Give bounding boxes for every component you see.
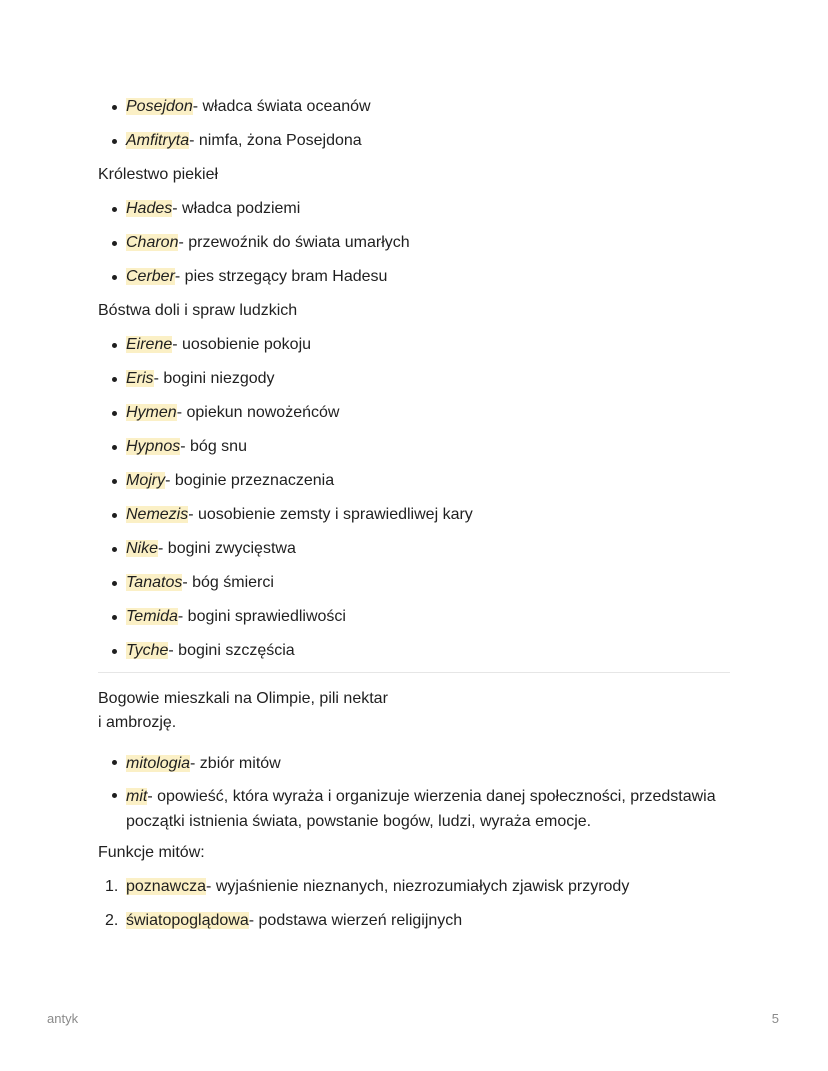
list-item (98, 538, 730, 560)
section-heading-fate: Bóstwa doli i spraw ludzkich (98, 302, 298, 319)
list-item (98, 606, 730, 628)
olympus-paragraph (98, 687, 730, 735)
section-heading-functions: Funkcje mitów: (98, 844, 205, 861)
fate-gods-list (98, 334, 730, 662)
paragraph-line: Bogowie mieszkali na Olimpie, pili nektar (98, 690, 388, 707)
term: światopoglądowa (126, 912, 249, 929)
page-content (98, 96, 730, 944)
term: Tyche (126, 642, 169, 659)
term: Amfitryta (126, 132, 190, 149)
definition: - zbiór mitów (190, 755, 281, 772)
definition: - bogini niezgody (153, 370, 275, 387)
definition: - podstawa wierzeń religijnych (248, 912, 463, 929)
list-number: 1. (105, 878, 119, 895)
term: Posejdon (126, 98, 193, 115)
definition: - uosobienie pokoju (172, 336, 312, 353)
list-item (98, 232, 730, 254)
list-item (98, 198, 730, 220)
definition: - władca podziemi (172, 200, 301, 217)
definition: - bóg snu (180, 438, 247, 455)
term: Hades (126, 200, 173, 217)
term: Nemezis (126, 506, 189, 523)
functions-list (98, 876, 730, 932)
list-item (98, 572, 730, 594)
term: mitologia (126, 755, 191, 772)
list-item (98, 876, 730, 898)
list-item (98, 436, 730, 458)
definition: - bóg śmierci (182, 574, 274, 591)
list-item (98, 96, 730, 118)
paragraph-line: i ambrozję. (98, 714, 177, 731)
definition: - opiekun nowożeńców (176, 404, 340, 421)
list-item (98, 334, 730, 356)
definition: - boginie przeznaczenia (165, 472, 335, 489)
definition: - opowieść, która wyraża i organizuje wierzenia danej społeczności, przedstawia początki istnienia świata, powstanie bogów, ludzi, wyraża emocje. (126, 788, 716, 830)
definition: - wyjaśnienie nieznanych, niezrozumiałych zjawisk przyrody (206, 878, 630, 895)
term: Charon (126, 234, 179, 251)
section-heading-underworld: Królestwo piekieł (98, 166, 219, 183)
term: Tanatos (126, 574, 183, 591)
list-item (98, 910, 730, 932)
list-item (98, 784, 730, 834)
list-item (98, 751, 730, 776)
definition: - bogini szczęścia (168, 642, 295, 659)
term: Eris (126, 370, 154, 387)
term: Mojry (126, 472, 166, 489)
list-item (98, 266, 730, 288)
term: poznawcza (126, 878, 207, 895)
definition: - przewoźnik do świata umarłych (178, 234, 410, 251)
definition: - władca świata oceanów (192, 98, 371, 115)
definition: - nimfa, żona Posejdona (189, 132, 362, 149)
definition: - bogini sprawiedliwości (177, 608, 346, 625)
term: Hypnos (126, 438, 181, 455)
term: Cerber (126, 268, 175, 285)
list-item (98, 470, 730, 492)
list-item (98, 640, 730, 662)
definition: - pies strzegący bram Hadesu (174, 268, 388, 285)
list-number: 2. (105, 912, 119, 929)
list-item (98, 368, 730, 390)
term: Eirene (126, 336, 173, 353)
definition: - bogini zwycięstwa (158, 540, 296, 557)
list-item (98, 130, 730, 152)
list-item (98, 504, 730, 526)
horizontal-divider (98, 672, 730, 673)
page-number: 5 (771, 1011, 779, 1026)
definition: - uosobienie zemsty i sprawiedliwej kary (188, 506, 473, 523)
underworld-list (98, 198, 730, 288)
term: mit (126, 788, 148, 805)
term: Temida (126, 608, 178, 625)
sea-gods-list (98, 96, 730, 152)
term: Nike (126, 540, 159, 557)
definitions-list (98, 751, 730, 834)
footer-section-name: antyk (47, 1011, 79, 1026)
term: Hymen (126, 404, 177, 421)
list-item (98, 402, 730, 424)
